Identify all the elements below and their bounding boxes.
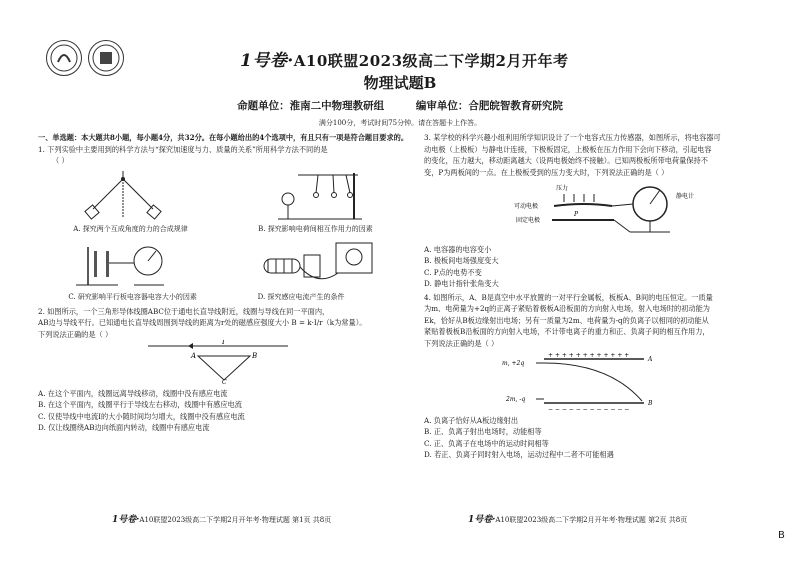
capacitor-experiment-diagram (68, 237, 178, 291)
question-2 (38, 306, 408, 434)
school-seal-2 (88, 40, 124, 76)
footer-left (112, 512, 331, 525)
svg-text:B: B (252, 352, 258, 360)
exam-notice: 满分100分，考试时间75分钟。请在答题卡上作答。 (318, 119, 482, 127)
footer-right-brand: 1号卷· (468, 515, 496, 525)
q4-option-d: D. 若正、负离子同时射入电场，运动过程中二者不可能相遇 (424, 450, 614, 459)
current-label: I (222, 340, 225, 346)
q3-stem-2: 动电极（上极板）与静电计连接，下极板固定，上极板在压力作用下会向下移动，引起电容 (424, 144, 712, 154)
fixed-electrode-label: 固定电极 (516, 217, 541, 224)
q1-option-a (73, 169, 188, 236)
q3-stem-4: 变，P为两板间的一点。在上极板受到的压力变大时，下列说法正确的是（ ） (424, 167, 669, 177)
footer-right-text: A10联盟2023级高二下学期2月开年考·物理试题 第2页 共8页 (495, 516, 688, 524)
q4-stem-3: Ek，恰好从B板边缘射出电场；另有一质量为2m、电荷量为-q的负离子以相同的初动能从 (424, 315, 709, 325)
reviewer-unit: 编审单位：合肥皖智教育研究院 (415, 100, 563, 112)
q2-stem-1: 2. 如图所示，一个三角形导体线圈ABC位于通电长直导线附近，线圈与导线在同一平面内， (38, 306, 330, 316)
positive-ion-label: m, +2q (502, 360, 525, 367)
question-1 (38, 144, 408, 304)
school-seal-1 (46, 40, 82, 76)
parallel-plates-diagram (424, 349, 774, 411)
q1-option-b (258, 169, 373, 236)
plate-a-label: A (648, 356, 653, 363)
left-column (38, 132, 408, 434)
q2-stem-3: 下列说法正确的是（ ） (38, 329, 113, 339)
plate-b-label: B (648, 400, 653, 407)
footer-left-text: A10联盟2023级高二下学期2月开年考·物理试题 第1页 共8页 (139, 516, 332, 524)
subject-title: 物理试题B (363, 74, 437, 92)
q3-option-b: B. 极板间电场强度变大 (424, 256, 499, 265)
exam-title (240, 46, 568, 71)
q1-option-d-label: D. 探究感应电流产生的条件 (257, 293, 345, 301)
exam-title-text: A10联盟2023级高二下学期2月开年考 (293, 52, 569, 70)
q2-option-a: A. 在这个平面内，线圈远离导线移动，线圈中没有感应电流 (38, 388, 228, 398)
question-4 (424, 292, 774, 461)
q4-stem-1: 4. 如图所示，A、B是真空中水平放置的一对平行金属板，板板A、B间的电压恒定。一质量 (424, 292, 713, 302)
q4-stem-5: 下列说法正确的是（ ） (424, 338, 499, 348)
q4-option-a: A. 负离子恰好从A板边缘射出 (424, 415, 519, 425)
induction-experiment-diagram (258, 237, 378, 291)
svg-text:− − − − − − − − − − − −: − − − − − − − − − − − − (548, 406, 630, 411)
triangle-coil-diagram (38, 340, 408, 384)
school-logos (46, 40, 124, 76)
charge-interaction-diagram (258, 169, 368, 223)
q4-stem-4: 紧贴着极板B沿板面的方向射入电场，不计带电离子的重力和正、负离子间的相互作用力， (424, 327, 710, 336)
negative-ion-label: 2m, -q (506, 396, 526, 403)
q1-option-b-label: B. 探究影响电荷间相互作用力的因素 (258, 224, 373, 233)
q2-option-d: D. 仅让线圈绕AB边向纸面内转动，线圈中有感应电流 (38, 423, 210, 432)
svg-text:C: C (222, 379, 227, 384)
q2-option-b: B. 在这个平面内，线圈平行于导线左右移动，线圈中有感应电流 (38, 400, 242, 409)
right-column (424, 132, 774, 461)
q1-figure-row-1 (38, 169, 408, 236)
q2-stem-2: AB边与导线平行。已知通电长直导线周围到导线的距离为r处的磁感应强度大小 B = k·I/r（k为常量）。 (38, 318, 367, 327)
q1-stem: 1. 下列实验中主要用到的科学方法与“探究加速度与力、质量的关系”所用科学方法不同的是 (38, 144, 328, 154)
q4-stem-2: 为m、电荷量为+2q的正离子紧贴着极板A沿板面的方向射入电场，射入电场时的初动能为 (424, 304, 710, 313)
svg-text:A: A (191, 352, 197, 360)
q3-option-a: A. 电容器的电容变小 (424, 244, 492, 254)
q1-option-a-label: A. 探究两个互成角度的力的合成规律 (73, 224, 188, 233)
footer-left-brand: 1号卷· (112, 515, 140, 525)
q4-option-b: B. 正、负离子射出电场时，动能相等 (424, 427, 542, 436)
units-line (0, 98, 800, 113)
svg-text:+ + + + + + + + + + + +: + + + + + + + + + + + + (548, 352, 630, 359)
section-heading: 一、单选题：本大题共8小题，每小题4分，共32分。在每小题给出的4个选项中，有且只有一项是符合题目要求的。 (38, 133, 409, 142)
brand-mark: 1号卷· (240, 51, 294, 71)
q3-stem-3: 的变化，压力越大，移动距离越大（设两电极始终不接触）。已知两极板所带电荷量保持不 (424, 156, 708, 165)
q1-blank: （ ） (52, 156, 69, 165)
q3-option-c: C. P点的电势不变 (424, 267, 482, 277)
q1-option-c (68, 237, 197, 304)
q3-option-d: D. 静电计指针张角变大 (424, 279, 499, 288)
q3-stem-1: 3. 某学校的科学兴趣小组利用所学知识设计了一个电容式压力传感器，如图所示，将电容器可 (424, 133, 721, 142)
q2-option-c: C. 仅使导线中电流I的大小随时间均匀增大，线圈中没有感应电流 (38, 411, 245, 421)
question-3 (424, 132, 774, 290)
point-p-label: P (574, 211, 579, 218)
movable-electrode-label: 可动电极 (514, 203, 539, 210)
q1-figure-row-2 (38, 237, 408, 304)
force-composition-diagram (73, 169, 173, 223)
setter-unit: 命题单位：淮南二中物理教研组 (237, 100, 385, 112)
footer-right (468, 512, 687, 525)
electrometer-label: 静电计 (676, 193, 695, 200)
page-version-letter: B (778, 530, 785, 541)
q1-option-c-label: C. 研究影响平行板电容器电容大小的因素 (68, 293, 197, 301)
capacitive-sensor-diagram (424, 178, 774, 240)
q1-option-d (258, 237, 378, 304)
pressure-label: 压力 (556, 185, 569, 192)
q4-option-c: C. 正、负离子在电场中的运动时间相等 (424, 438, 549, 448)
